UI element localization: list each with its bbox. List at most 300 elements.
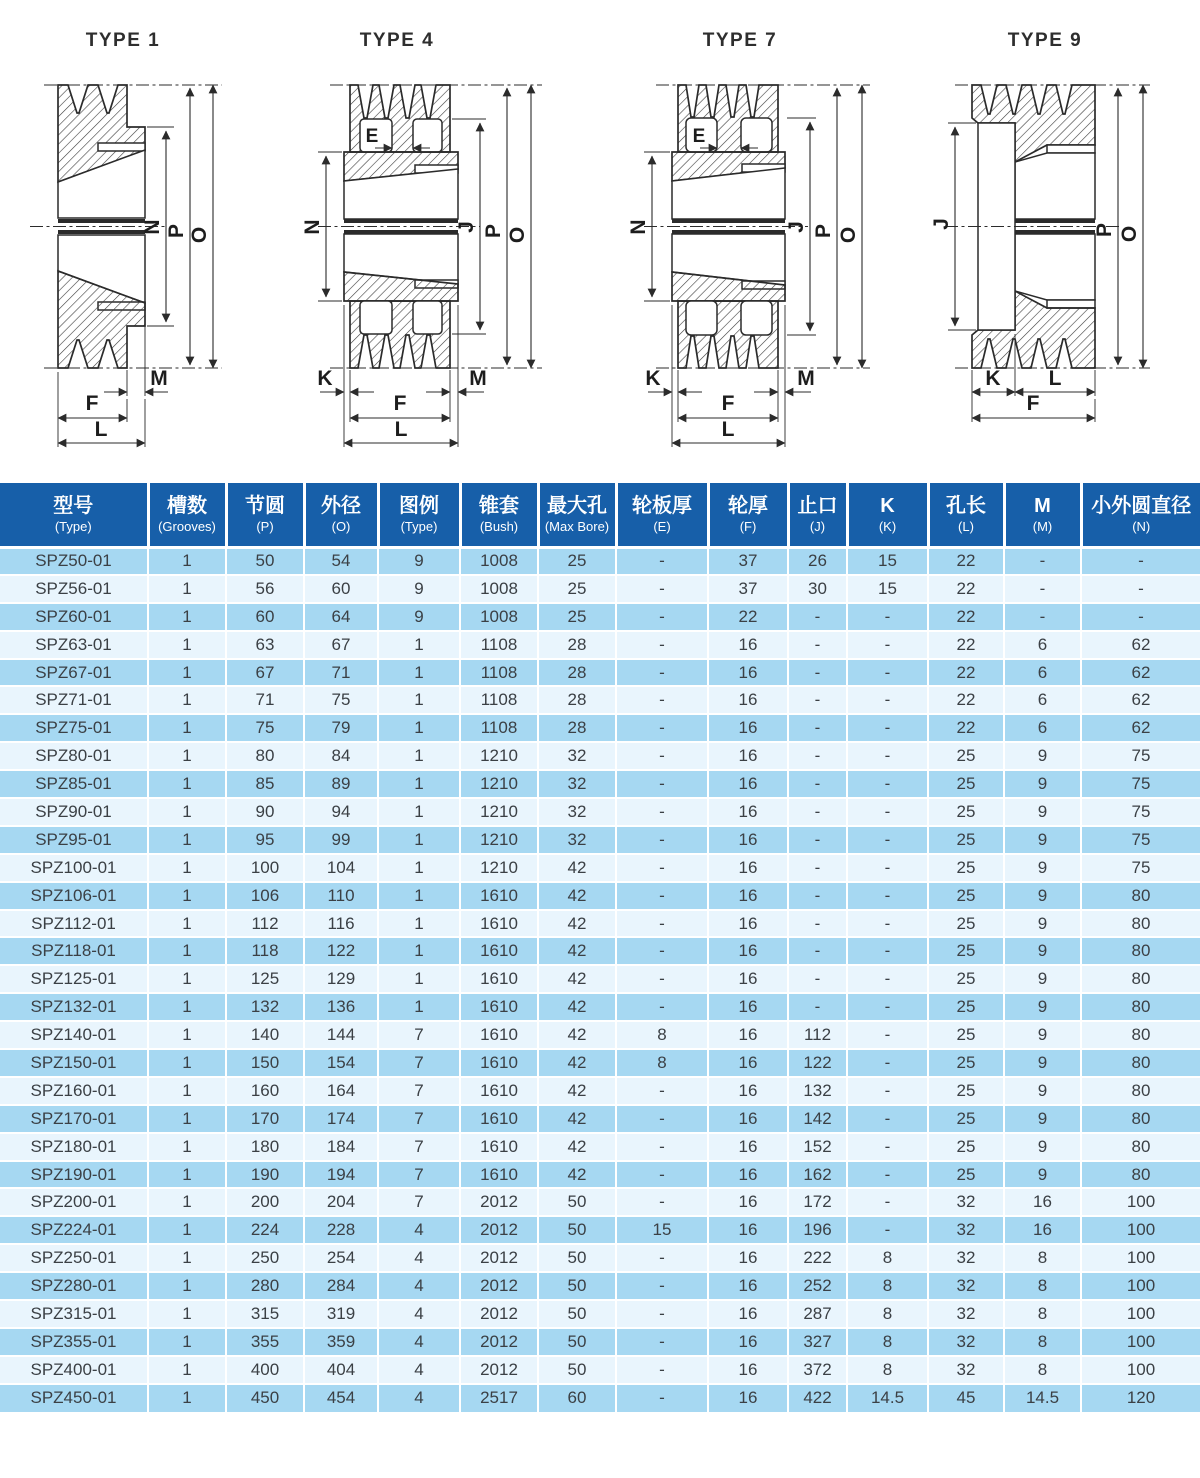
type4-diagram	[300, 0, 600, 483]
table-cell: 25	[928, 1133, 1004, 1161]
table-cell: 1210	[460, 854, 538, 882]
table-cell: SPZ80-01	[0, 742, 148, 770]
table-cell: 16	[708, 1188, 788, 1216]
table-cell: 8	[1004, 1244, 1081, 1272]
table-cell: 7	[378, 1105, 460, 1133]
column-header: 小外圆直径 (N)	[1081, 483, 1200, 547]
table-cell: -	[847, 937, 928, 965]
table-cell: -	[616, 1328, 708, 1356]
table-cell: 16	[708, 1244, 788, 1272]
table-cell: -	[788, 965, 847, 993]
web-window	[413, 301, 442, 334]
table-cell: -	[1081, 603, 1200, 631]
dim-label-p: P	[1093, 222, 1116, 238]
dim-label-o: O	[188, 226, 211, 244]
table-cell: 1108	[460, 631, 538, 659]
table-cell: 422	[788, 1384, 847, 1412]
table-cell: 152	[788, 1133, 847, 1161]
table-cell: 2012	[460, 1216, 538, 1244]
table-cell: 60	[538, 1384, 616, 1412]
table-cell: -	[847, 910, 928, 938]
dim-label-n: N	[301, 219, 324, 235]
column-header: 型号 (Type)	[0, 483, 148, 547]
table-cell: 7	[378, 1161, 460, 1189]
table-cell: 16	[708, 910, 788, 938]
table-cell: -	[847, 826, 928, 854]
table-cell: 16	[708, 686, 788, 714]
table-row	[0, 575, 1200, 603]
table-cell: SPZ106-01	[0, 882, 148, 910]
table-cell: 9	[1004, 910, 1081, 938]
table-cell: 42	[538, 1161, 616, 1189]
table-cell: SPZ50-01	[0, 547, 148, 575]
header-row	[0, 483, 1200, 547]
table-cell: SPZ180-01	[0, 1133, 148, 1161]
table-cell: 32	[538, 770, 616, 798]
table-cell: 9	[1004, 1161, 1081, 1189]
table-cell: SPZ125-01	[0, 965, 148, 993]
table-row	[0, 798, 1200, 826]
table-cell: 80	[1081, 937, 1200, 965]
table-cell: -	[616, 937, 708, 965]
table-cell: 25	[928, 993, 1004, 1021]
table-cell: 80	[1081, 1133, 1200, 1161]
table-cell: 16	[708, 826, 788, 854]
table-cell: 14.5	[847, 1384, 928, 1412]
table-cell: SPZ160-01	[0, 1077, 148, 1105]
table-cell: 50	[538, 1328, 616, 1356]
table-cell: 359	[304, 1328, 378, 1356]
table-cell: 6	[1004, 631, 1081, 659]
table-cell: 162	[788, 1161, 847, 1189]
table-cell: 164	[304, 1077, 378, 1105]
table-cell: -	[788, 993, 847, 1021]
table-cell: 1	[148, 798, 226, 826]
table-cell: SPZ170-01	[0, 1105, 148, 1133]
table-cell: 95	[226, 826, 304, 854]
bore-line	[58, 219, 145, 223]
table-cell: 1210	[460, 770, 538, 798]
table-cell: 1610	[460, 1161, 538, 1189]
table-cell: 8	[1004, 1356, 1081, 1384]
dim-label-l: L	[1048, 367, 1062, 390]
table-cell: -	[847, 1105, 928, 1133]
table-cell: 1	[148, 631, 226, 659]
table-cell: 6	[1004, 714, 1081, 742]
table-body	[0, 547, 1200, 1412]
taper-bush-lower	[1015, 234, 1095, 300]
table-cell: -	[847, 603, 928, 631]
table-cell: 32	[928, 1272, 1004, 1300]
dim-label-m: M	[469, 367, 487, 390]
table-cell: 28	[538, 686, 616, 714]
table-cell: 110	[304, 882, 378, 910]
dim-label-e: E	[692, 126, 706, 147]
table-cell: SPZ250-01	[0, 1244, 148, 1272]
table-cell: 196	[788, 1216, 847, 1244]
table-cell: -	[616, 1077, 708, 1105]
table-cell: 99	[304, 826, 378, 854]
table-cell: 1	[378, 965, 460, 993]
table-cell: -	[788, 742, 847, 770]
dim-label-p: P	[165, 223, 188, 239]
table-cell: 8	[847, 1356, 928, 1384]
table-cell: 319	[304, 1300, 378, 1328]
table-cell: 16	[708, 1133, 788, 1161]
table-cell: 174	[304, 1105, 378, 1133]
table-cell: 28	[538, 631, 616, 659]
table-cell: -	[616, 1244, 708, 1272]
table-cell: 54	[304, 547, 378, 575]
table-cell: 4	[378, 1300, 460, 1328]
table-cell: 100	[226, 854, 304, 882]
table-cell: 16	[708, 1105, 788, 1133]
table-cell: 16	[708, 742, 788, 770]
table-row	[0, 854, 1200, 882]
dim-label-k: K	[645, 367, 661, 390]
table-cell: -	[616, 965, 708, 993]
table-cell: -	[616, 1105, 708, 1133]
table-cell: 4	[378, 1272, 460, 1300]
table-cell: 16	[708, 1049, 788, 1077]
table-cell: 1	[378, 937, 460, 965]
column-header: 图例 (Type)	[378, 483, 460, 547]
table-cell: -	[847, 659, 928, 687]
table-cell: 9	[1004, 1133, 1081, 1161]
table-cell: 32	[538, 826, 616, 854]
dim-label-l: L	[94, 418, 108, 441]
table-cell: 32	[928, 1356, 1004, 1384]
table-cell: SPZ400-01	[0, 1356, 148, 1384]
table-row	[0, 631, 1200, 659]
table-cell: 372	[788, 1356, 847, 1384]
table-row	[0, 1244, 1200, 1272]
table-cell: 50	[538, 1188, 616, 1216]
table-cell: SPZ63-01	[0, 631, 148, 659]
table-cell: -	[616, 910, 708, 938]
table-cell: 190	[226, 1161, 304, 1189]
table-cell: 15	[847, 575, 928, 603]
table-cell: 80	[1081, 1049, 1200, 1077]
web-window	[741, 301, 772, 335]
table-cell: -	[1004, 547, 1081, 575]
table-cell: 7	[378, 1049, 460, 1077]
table-cell: 136	[304, 993, 378, 1021]
table-cell: 22	[928, 603, 1004, 631]
table-row	[0, 547, 1200, 575]
table-cell: 120	[1126, 1388, 1156, 1408]
dim-label-k: K	[317, 367, 333, 390]
column-header: 轮板厚 (E)	[616, 483, 708, 547]
table-cell: 9	[378, 575, 460, 603]
type1-drawing	[0, 0, 300, 483]
web-window	[360, 301, 392, 334]
table-cell: -	[616, 993, 708, 1021]
table-cell: 284	[304, 1272, 378, 1300]
table-cell: 1	[148, 993, 226, 1021]
table-cell: 1	[148, 1077, 226, 1105]
table-row	[0, 826, 1200, 854]
table-cell: -	[616, 631, 708, 659]
table-cell: 25	[928, 1021, 1004, 1049]
table-cell: 287	[788, 1300, 847, 1328]
table-row	[0, 714, 1200, 742]
table-cell: 116	[304, 910, 378, 938]
table-cell: 42	[538, 1077, 616, 1105]
table-cell: 16	[708, 1300, 788, 1328]
table-cell: 63	[226, 631, 304, 659]
table-row	[0, 882, 1200, 910]
table-row	[0, 1328, 1200, 1356]
table-cell: 1210	[460, 798, 538, 826]
table-cell: 9	[1004, 937, 1081, 965]
table-cell: 9	[1004, 1077, 1081, 1105]
table-cell: -	[847, 1021, 928, 1049]
table-row	[0, 1384, 1200, 1412]
table-cell: -	[616, 603, 708, 631]
table-cell: 129	[304, 965, 378, 993]
table-cell: 28	[538, 714, 616, 742]
table-cell: 25	[928, 826, 1004, 854]
table-cell: 118	[226, 937, 304, 965]
table-cell: 1	[148, 1161, 226, 1189]
table-cell: 1610	[460, 1049, 538, 1077]
column-header: 锥套 (Bush)	[460, 483, 538, 547]
table-cell: 1008	[460, 575, 538, 603]
table-cell: 79	[304, 714, 378, 742]
column-header: 节圆 (P)	[226, 483, 304, 547]
table-cell: SPZ75-01	[0, 714, 148, 742]
table-cell: -	[616, 826, 708, 854]
table-cell: 1	[148, 1244, 226, 1272]
table-cell: 9	[1004, 1021, 1081, 1049]
table-cell: 1610	[460, 965, 538, 993]
table-cell: 1	[148, 547, 226, 575]
table-cell: 80	[1081, 882, 1200, 910]
table-cell: 9	[1004, 882, 1081, 910]
dim-label-k: K	[985, 367, 1001, 390]
table-cell: 172	[788, 1188, 847, 1216]
table-cell: 42	[538, 910, 616, 938]
table-cell: 16	[708, 1328, 788, 1356]
table-cell: 42	[538, 1021, 616, 1049]
table-cell: 16	[708, 714, 788, 742]
table-cell: 1	[148, 1384, 226, 1412]
table-cell: 42	[538, 1049, 616, 1077]
table-cell: 16	[708, 631, 788, 659]
bore-line	[1015, 219, 1095, 223]
dim-label-f: F	[393, 392, 407, 415]
table-cell: 8	[1004, 1272, 1081, 1300]
bore-line	[58, 230, 145, 234]
table-cell: 80	[1081, 993, 1200, 1021]
table-cell: 7	[378, 1188, 460, 1216]
column-header: 止口 (J)	[788, 483, 847, 547]
table-cell: 1	[148, 826, 226, 854]
dim-label-n: N	[627, 219, 650, 235]
table-cell: 1	[148, 854, 226, 882]
table-cell: -	[1004, 575, 1081, 603]
table-cell: -	[616, 1384, 708, 1412]
table-cell: 112	[788, 1021, 847, 1049]
table-cell: 25	[928, 1161, 1004, 1189]
table-cell: 75	[1081, 742, 1200, 770]
table-cell: 75	[1081, 854, 1200, 882]
table-cell: -	[847, 1049, 928, 1077]
table-row	[0, 910, 1200, 938]
table-cell: 9	[1004, 1049, 1081, 1077]
table-cell: SPZ200-01	[0, 1188, 148, 1216]
table-cell: SPZ67-01	[0, 659, 148, 687]
table-cell: -	[788, 937, 847, 965]
table-cell: 32	[928, 1244, 1004, 1272]
table-cell: -	[616, 575, 708, 603]
table-cell: SPZ224-01	[0, 1216, 148, 1244]
table-cell: -	[616, 1272, 708, 1300]
web-window	[741, 118, 772, 152]
table-row	[0, 965, 1200, 993]
table-cell: 1	[378, 742, 460, 770]
table-cell: 9	[1004, 826, 1081, 854]
dim-label-o: O	[1118, 225, 1141, 243]
table-cell: 140	[226, 1021, 304, 1049]
table-cell: 100	[1081, 1272, 1200, 1300]
table-cell: 50	[538, 1272, 616, 1300]
dim-label-p: P	[482, 223, 505, 239]
table-cell: 80	[1081, 1077, 1200, 1105]
table-cell: 22	[928, 547, 1004, 575]
table-cell: 4	[378, 1216, 460, 1244]
table-cell: 454	[304, 1384, 378, 1412]
table-head	[0, 483, 1200, 547]
table-cell: 42	[538, 854, 616, 882]
table-cell: 89	[304, 770, 378, 798]
table-cell: SPZ95-01	[0, 826, 148, 854]
table-cell: 1	[148, 1049, 226, 1077]
table-cell: -	[616, 1188, 708, 1216]
table-cell: -	[616, 1161, 708, 1189]
table-cell: 15	[847, 547, 928, 575]
table-cell: 37	[708, 547, 788, 575]
bore-line	[672, 219, 785, 223]
table-cell: 1610	[460, 882, 538, 910]
table-cell: SPZ85-01	[0, 770, 148, 798]
table-cell: 222	[788, 1244, 847, 1272]
table-cell: 32	[928, 1216, 1004, 1244]
table-cell: 7	[378, 1021, 460, 1049]
web-window	[413, 119, 442, 152]
table-cell: 1	[148, 1188, 226, 1216]
table-cell: 9	[1004, 742, 1081, 770]
table-cell: SPZ56-01	[0, 575, 148, 603]
table-row	[0, 937, 1200, 965]
table-row	[0, 1133, 1200, 1161]
table-cell: 75	[1081, 798, 1200, 826]
column-header: 孔长 (L)	[928, 483, 1004, 547]
table-cell: 2012	[460, 1356, 538, 1384]
table-cell: 2517	[460, 1384, 538, 1412]
table-cell: 1108	[460, 714, 538, 742]
table-cell: -	[847, 1133, 928, 1161]
table-cell: 1610	[460, 993, 538, 1021]
table-cell: 2012	[460, 1244, 538, 1272]
table-cell: 9	[1004, 965, 1081, 993]
table-cell: 252	[788, 1272, 847, 1300]
table-cell: 280	[226, 1272, 304, 1300]
table-cell: 1	[148, 714, 226, 742]
table-cell: 1	[378, 659, 460, 687]
table-cell: 1210	[460, 826, 538, 854]
table-cell: 100	[1081, 1216, 1200, 1244]
table-cell: -	[788, 603, 847, 631]
table-cell: 2012	[460, 1328, 538, 1356]
table-cell: 142	[788, 1105, 847, 1133]
table-cell: -	[847, 1188, 928, 1216]
table-cell: -	[788, 714, 847, 742]
table-row	[0, 993, 1200, 1021]
table-cell: 9	[1004, 798, 1081, 826]
table-cell: 8	[1004, 1300, 1081, 1328]
table-cell: 32	[928, 1188, 1004, 1216]
dim-label-o: O	[506, 226, 529, 244]
table-cell: 1	[148, 1216, 226, 1244]
table-cell: 1	[378, 631, 460, 659]
table-cell: 1210	[460, 742, 538, 770]
column-header: K (K)	[847, 483, 928, 547]
table-row	[0, 603, 1200, 631]
table-cell: -	[847, 993, 928, 1021]
table-cell: 16	[708, 798, 788, 826]
table-cell: 22	[928, 714, 1004, 742]
type1-diagram	[0, 0, 300, 483]
table-cell: -	[1004, 603, 1081, 631]
type7-drawing	[600, 0, 900, 483]
table-cell: 1	[148, 742, 226, 770]
table-cell: 50	[538, 1216, 616, 1244]
dim-label-j: J	[785, 221, 808, 233]
table-cell: 1	[148, 1272, 226, 1300]
table-cell: 67	[226, 659, 304, 687]
table-cell: 62	[1081, 686, 1200, 714]
table-cell: -	[616, 659, 708, 687]
table-cell: 1610	[460, 1077, 538, 1105]
table-cell: 71	[304, 659, 378, 687]
table-cell: 8	[847, 1272, 928, 1300]
table-cell: 25	[928, 798, 1004, 826]
column-header: 槽数 (Grooves)	[148, 483, 226, 547]
table-cell: 1	[378, 686, 460, 714]
table-cell: 16	[708, 1077, 788, 1105]
table-cell: SPZ90-01	[0, 798, 148, 826]
table-cell: 2012	[460, 1188, 538, 1216]
table-cell: 32	[928, 1328, 1004, 1356]
table-cell: -	[616, 882, 708, 910]
table-cell: 180	[226, 1133, 304, 1161]
table-cell: 4	[378, 1356, 460, 1384]
table-cell: 1	[378, 770, 460, 798]
table-cell: 80	[1081, 910, 1200, 938]
table-cell: -	[847, 714, 928, 742]
table-cell: 16	[708, 937, 788, 965]
table-row	[0, 1077, 1200, 1105]
table-cell: 8	[616, 1049, 708, 1077]
table-cell: 194	[304, 1161, 378, 1189]
table-cell: 1	[378, 714, 460, 742]
table-cell: 16	[708, 1356, 788, 1384]
table-cell: 16	[708, 993, 788, 1021]
table-cell: 125	[226, 965, 304, 993]
table-cell: 56	[226, 575, 304, 603]
